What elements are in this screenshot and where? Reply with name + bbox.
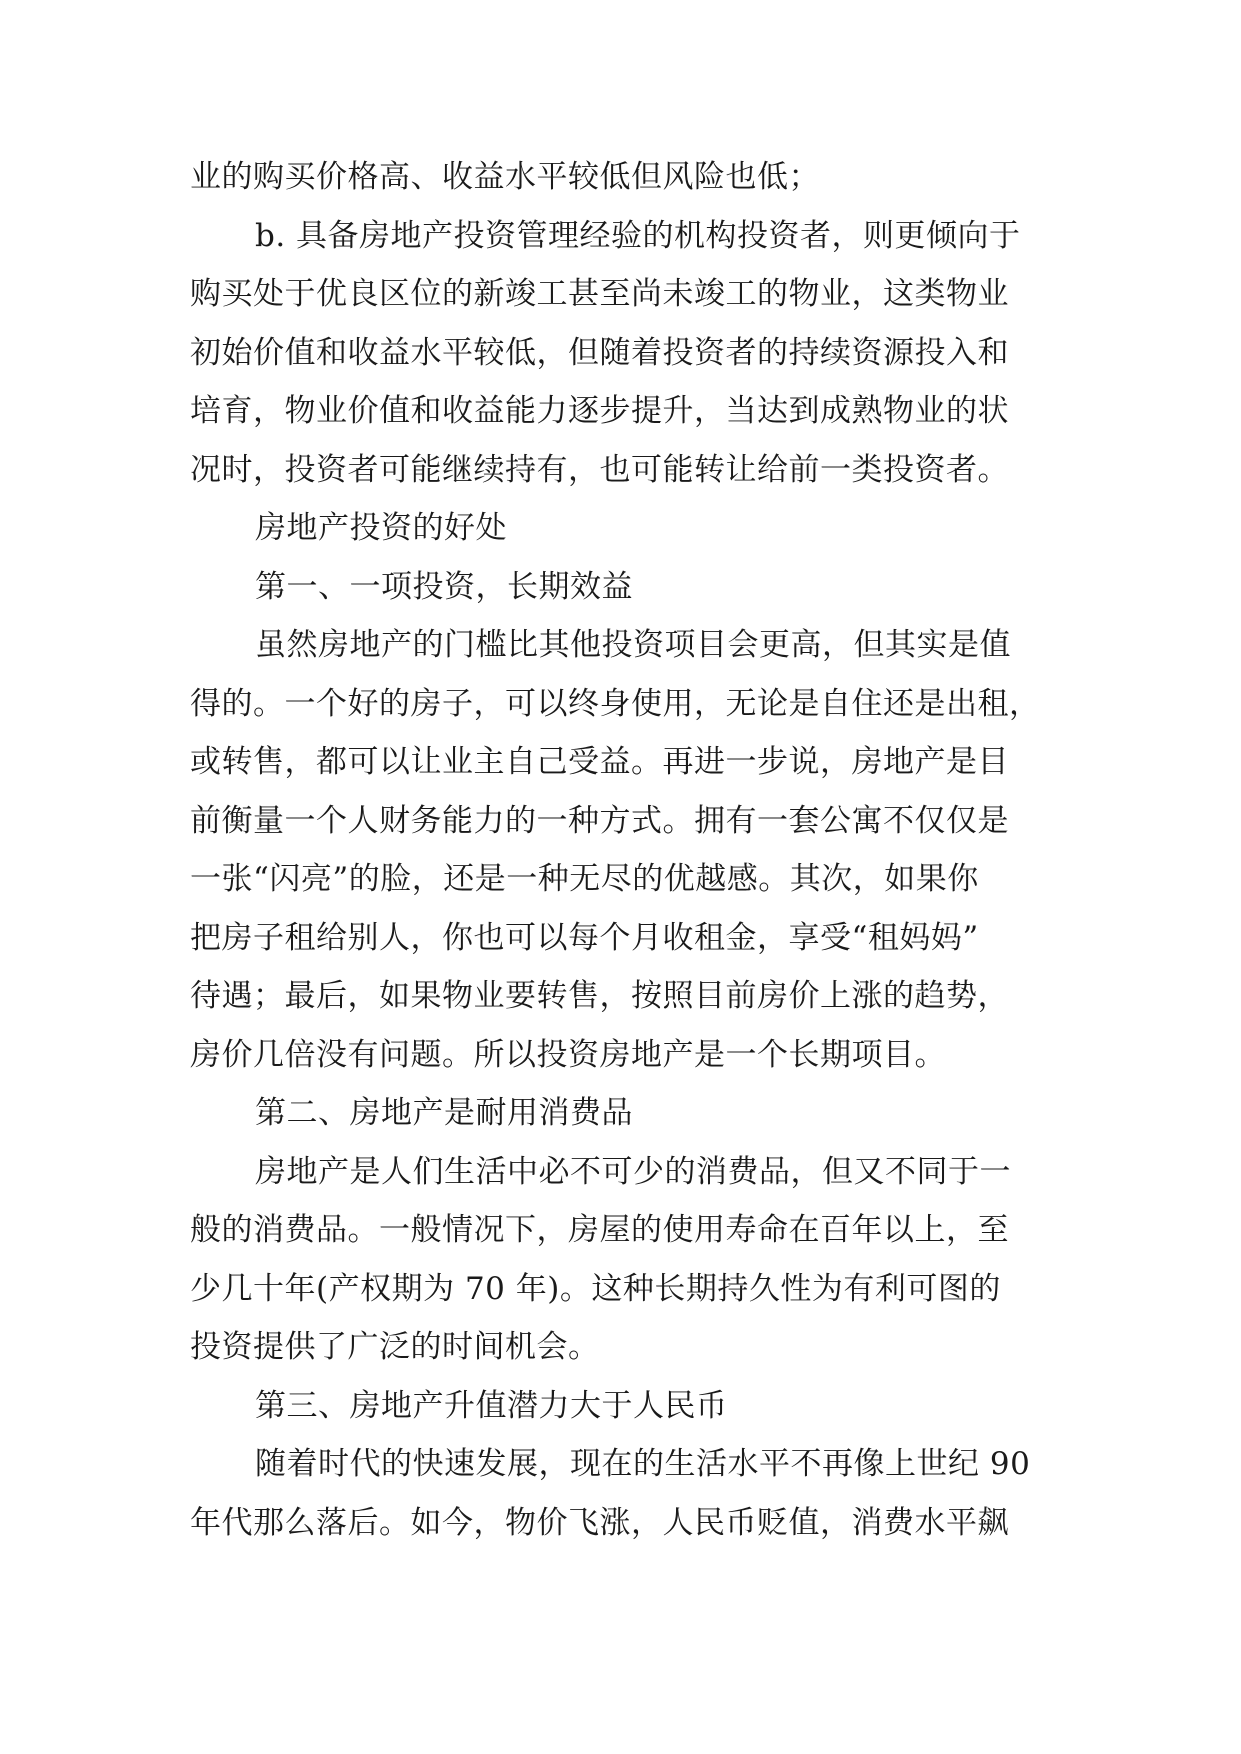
text-line: 或转售，都可以让业主自己受益。再进一步说，房地产是目 bbox=[190, 744, 1009, 780]
text-line: 虽然房地产的门槛比其他投资项目会更高，但其实是值 bbox=[255, 627, 1011, 663]
text-line: 培育，物业价值和收益能力逐步提升，当达到成熟物业的状 bbox=[190, 393, 1009, 429]
text-line: b. 具备房地产投资管理经验的机构投资者，则更倾向于 bbox=[255, 217, 1021, 254]
text-line: 购买处于优良区位的新竣工甚至尚未竣工的物业，这类物业 bbox=[190, 276, 1009, 312]
text-line: 随着时代的快速发展，现在的生活水平不再像上世纪 90 bbox=[255, 1446, 1031, 1482]
text-line: 房地产投资的好处 bbox=[255, 510, 507, 546]
text-line: 第二、房地产是耐用消费品 bbox=[255, 1095, 633, 1131]
body-text bbox=[190, 148, 1060, 1552]
text-line: 一张“闪亮”的脸，还是一种无尽的优越感。其次，如果你 bbox=[190, 861, 979, 897]
text-line: 业的购买价格高、收益水平较低但风险也低； bbox=[190, 159, 820, 195]
text-line: 少几十年(产权期为 70 年)。这种长期持久性为有利可图的 bbox=[190, 1270, 1001, 1307]
text-line: 房地产是人们生活中必不可少的消费品，但又不同于一 bbox=[255, 1153, 1011, 1190]
text-line: 得的。一个好的房子，可以终身使用，无论是自住还是出租， bbox=[190, 685, 1041, 722]
text-line: 前衡量一个人财务能力的一种方式。拥有一套公寓不仅仅是 bbox=[190, 802, 1009, 839]
text-line: 况时，投资者可能继续持有，也可能转让给前一类投资者。 bbox=[190, 451, 1009, 488]
text-line: 初始价值和收益水平较低，但随着投资者的持续资源投入和 bbox=[190, 334, 1009, 371]
text-line: 年代那么落后。如今，物价飞涨，人民币贬值，消费水平飙 bbox=[190, 1504, 1009, 1541]
text-line: 把房子租给别人，你也可以每个月收租金，享受“租妈妈” bbox=[190, 919, 979, 956]
text-line: 待遇；最后，如果物业要转售，按照目前房价上涨的趋势， bbox=[190, 978, 1009, 1014]
text-line: 般的消费品。一般情况下，房屋的使用寿命在百年以上，至 bbox=[190, 1212, 1009, 1248]
text-line: 投资提供了广泛的时间机会。 bbox=[190, 1329, 600, 1365]
text-line: 第三、房地产升值潜力大于人民币 bbox=[255, 1387, 728, 1424]
text-line: 房价几倍没有问题。所以投资房地产是一个长期项目。 bbox=[190, 1036, 946, 1073]
text-line: 第一、一项投资，长期效益 bbox=[255, 568, 633, 605]
